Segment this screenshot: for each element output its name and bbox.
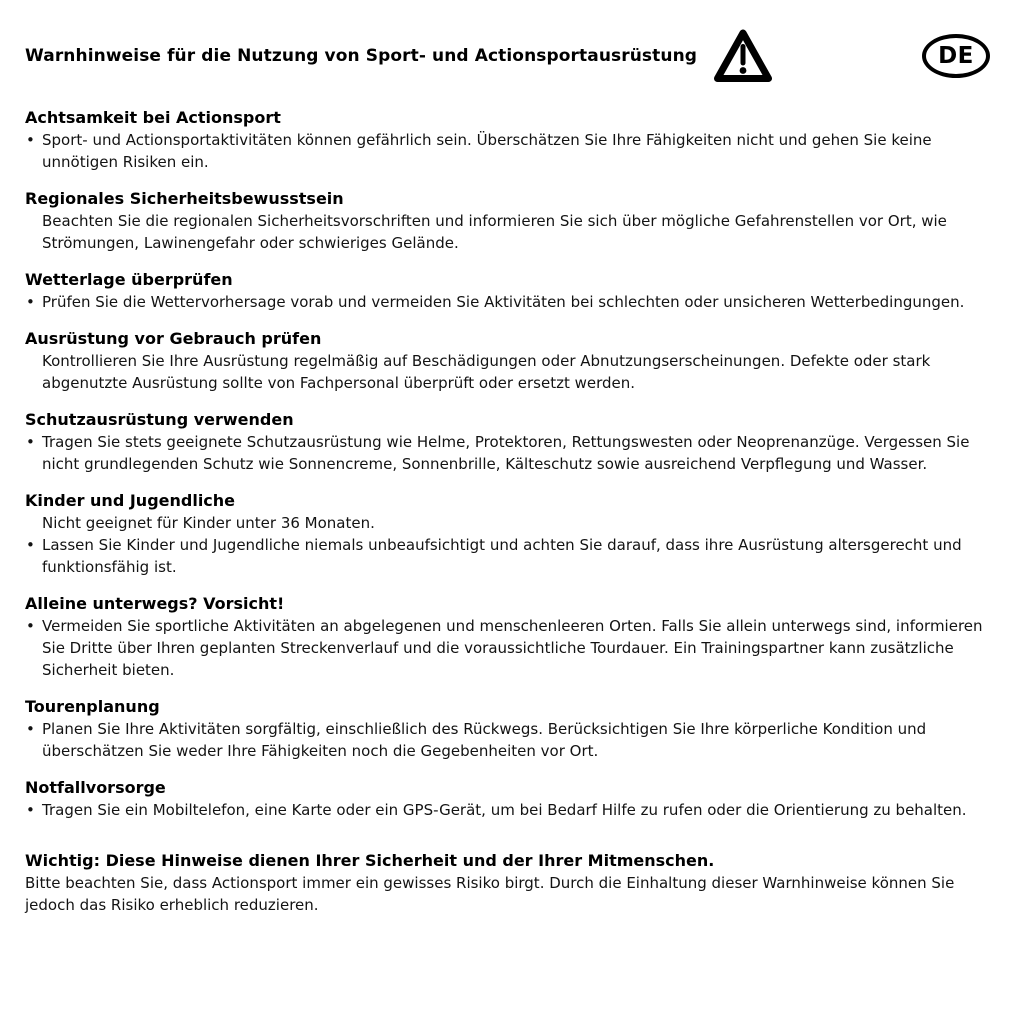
warning-section <box>25 593 998 681</box>
item-text: Kontrollieren Sie Ihre Ausrüstung regelmäßig auf Beschädigungen oder Abnutzungserscheinungen. Defekte oder stark abgenutzte Ausrüstung sollte von Fachpersonal überprüft oder ersetzt werden. <box>42 352 931 392</box>
list-item <box>25 431 998 475</box>
bullet-icon: • <box>26 293 35 311</box>
section-items <box>25 350 998 394</box>
section-heading: Ausrüstung vor Gebrauch prüfen <box>25 329 322 348</box>
item-text: Vermeiden Sie sportliche Aktivitäten an abgelegenen und menschenleeren Orten. Falls Sie allein unterwegs sind, informieren Sie Dritte über Ihren geplanten Streckenverlauf und die voraussichtliche Tourdauer. Ein Trainingspartner kann zusätzliche Sicherheit bieten. <box>42 617 983 679</box>
warning-section <box>25 409 998 475</box>
document-header <box>25 26 998 86</box>
footer-important-line: Wichtig: Diese Hinweise dienen Ihrer Sicherheit und der Ihrer Mitmenschen. <box>25 851 715 870</box>
item-text: Tragen Sie stets geeignete Schutzausrüstung wie Helme, Protektoren, Rettungswesten oder Neoprenanzüge. Vergessen Sie nicht grundlegenden Schutz wie Sonnencreme, Sonnenbrille, Kälteschutz sowie ausreichend Verpflegung und Wasser. <box>42 433 970 473</box>
section-items <box>25 291 998 313</box>
section-heading: Schutzausrüstung verwenden <box>25 410 294 429</box>
item-text: Beachten Sie die regionalen Sicherheitsvorschriften und informieren Sie sich über mögliche Gefahrenstellen vor Ort, wie Strömungen, Lawinengefahr oder schwieriges Gelände. <box>42 212 947 252</box>
warning-triangle-icon <box>713 26 773 86</box>
list-item <box>25 799 998 821</box>
language-badge: DE <box>922 34 990 78</box>
section-items <box>25 615 998 681</box>
list-item <box>25 512 998 534</box>
list-item <box>25 350 998 394</box>
section-heading: Achtsamkeit bei Actionsport <box>25 108 281 127</box>
section-heading: Tourenplanung <box>25 697 160 716</box>
section-items <box>25 512 998 578</box>
warning-section <box>25 490 998 578</box>
warning-section <box>25 188 998 254</box>
document-footer <box>25 850 998 916</box>
list-item <box>25 534 998 578</box>
section-heading: Alleine unterwegs? Vorsicht! <box>25 594 285 613</box>
section-items <box>25 718 998 762</box>
list-item <box>25 718 998 762</box>
item-text: Sport- und Actionsportaktivitäten können gefährlich sein. Überschätzen Sie Ihre Fähigkeiten nicht und gehen Sie keine unnötigen Risiken ein. <box>42 131 932 171</box>
footer-note: Bitte beachten Sie, dass Actionsport immer ein gewisses Risiko birgt. Durch die Einhaltung dieser Warnhinweise können Sie jedoch das Risiko erheblich reduzieren. <box>25 874 955 914</box>
bullet-icon: • <box>26 801 35 819</box>
warning-section <box>25 107 998 173</box>
list-item <box>25 291 998 313</box>
warning-section <box>25 269 998 313</box>
list-item <box>25 210 998 254</box>
page-title: Warnhinweise für die Nutzung von Sport- und Actionsportausrüstung <box>25 46 698 66</box>
section-heading: Regionales Sicherheitsbewusstsein <box>25 189 344 208</box>
list-item <box>25 615 998 681</box>
item-text: Planen Sie Ihre Aktivitäten sorgfältig, einschließlich des Rückwegs. Berücksichtigen Sie Ihre körperliche Kondition und überschätzen Sie weder Ihre Fähigkeiten noch die Gegebenheiten vor Ort. <box>42 720 927 760</box>
item-text: Prüfen Sie die Wettervorhersage vorab und vermeiden Sie Aktivitäten bei schlechten oder unsicheren Wetterbedingungen. <box>42 293 965 311</box>
item-text: Tragen Sie ein Mobiltelefon, eine Karte oder ein GPS-Gerät, um bei Bedarf Hilfe zu rufen oder die Orientierung zu behalten. <box>42 801 967 819</box>
section-heading: Kinder und Jugendliche <box>25 491 236 510</box>
bullet-icon: • <box>26 617 35 635</box>
bullet-icon: • <box>26 536 35 554</box>
section-items <box>25 210 998 254</box>
warning-section <box>25 696 998 762</box>
section-items <box>25 799 998 821</box>
bullet-icon: • <box>26 433 35 451</box>
sections-container <box>25 107 998 821</box>
item-text: Lassen Sie Kinder und Jugendliche niemals unbeaufsichtigt und achten Sie darauf, dass ihre Ausrüstung altersgerecht und funktionsfähig ist. <box>42 536 962 576</box>
section-heading: Wetterlage überprüfen <box>25 270 233 289</box>
warning-section <box>25 328 998 394</box>
section-items <box>25 431 998 475</box>
section-items <box>25 129 998 173</box>
list-item <box>25 129 998 173</box>
bullet-icon: • <box>26 131 35 149</box>
item-text: Nicht geeignet für Kinder unter 36 Monaten. <box>42 514 375 532</box>
warning-section <box>25 777 998 821</box>
section-heading: Notfallvorsorge <box>25 778 166 797</box>
bullet-icon: • <box>26 720 35 738</box>
